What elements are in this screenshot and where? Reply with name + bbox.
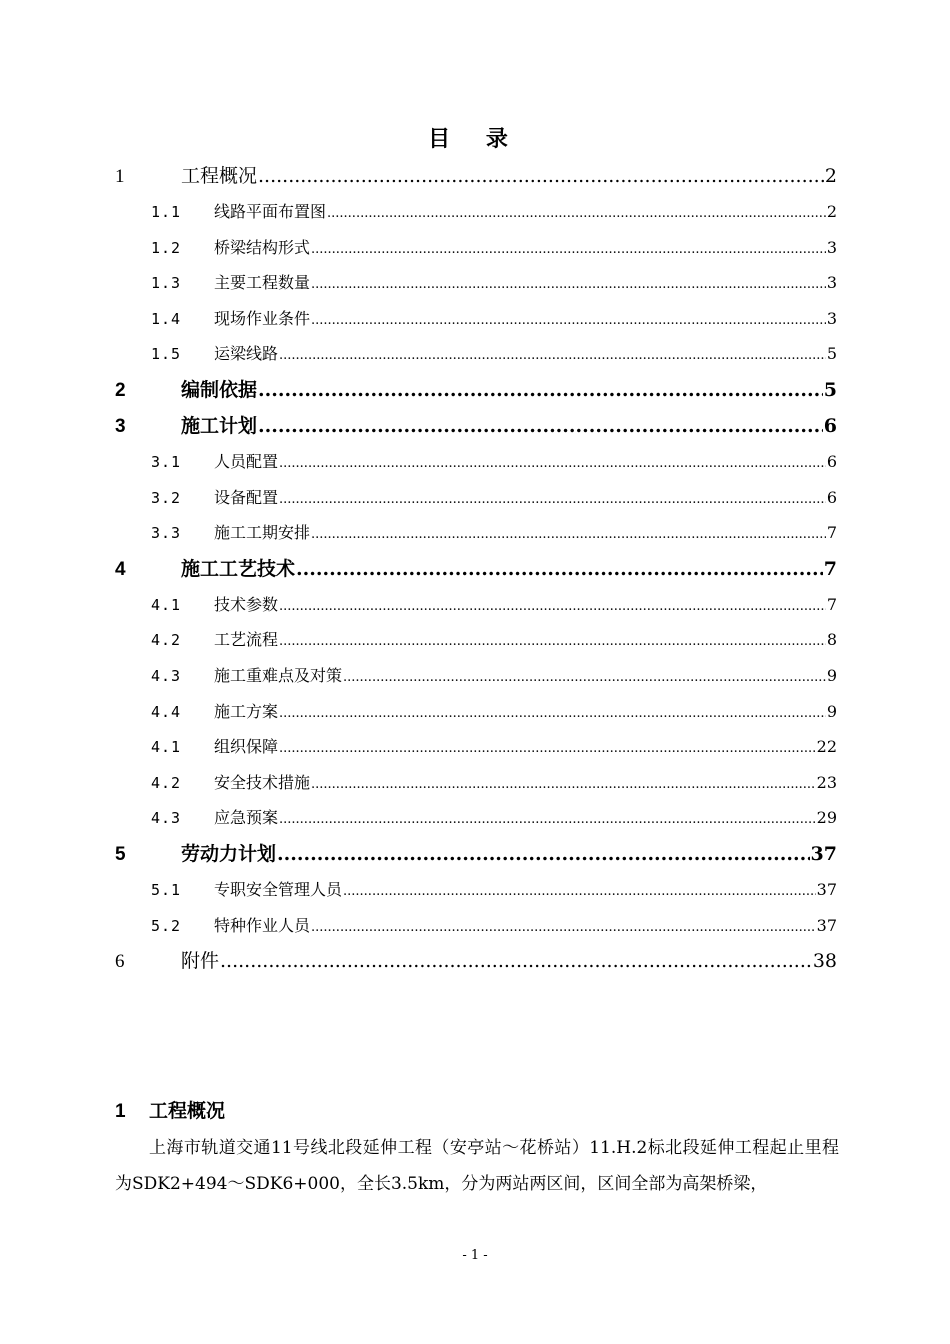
toc-entry-number: 3.1 (151, 452, 182, 471)
toc-entry-number: 4.2 (151, 773, 182, 792)
toc-entry[interactable] (115, 265, 837, 301)
toc-entry-page: 7 (826, 594, 837, 614)
toc-entry-page: 3 (826, 308, 837, 328)
toc-leader-dots (279, 802, 816, 836)
toc-entry[interactable] (115, 729, 837, 765)
toc-entry-page: 2 (826, 202, 837, 221)
toc-leader-dots (311, 267, 826, 301)
toc-entry-number: 1.3 (151, 274, 182, 293)
toc-entry-page: 9 (826, 701, 837, 721)
toc-entry-page: 6 (826, 451, 837, 471)
toc-entry[interactable] (115, 372, 837, 408)
toc-entry-number: 4 (115, 558, 126, 580)
toc-entry[interactable] (115, 444, 837, 480)
toc-entry-page: 7 (826, 523, 837, 543)
toc-entry-page: 37 (816, 879, 837, 899)
page-number: - 1 - (462, 1248, 488, 1263)
toc-leader-dots (279, 696, 826, 730)
toc-entry-page: 37 (816, 915, 837, 935)
toc-entry[interactable] (115, 515, 837, 551)
toc-entry-page: 6 (826, 487, 837, 507)
toc-entry-page: 29 (816, 808, 837, 828)
section-1 (115, 1094, 839, 1202)
toc-entry[interactable] (115, 230, 837, 266)
toc-entry[interactable] (115, 158, 837, 194)
section-title: 工程概况 (149, 1101, 226, 1122)
toc-entry[interactable] (115, 694, 837, 730)
toc-entry-number: 4.3 (151, 809, 182, 828)
toc-leader-dots (258, 408, 823, 444)
toc-entry-number: 1 (115, 166, 125, 187)
toc-entry-page: 22 (816, 737, 837, 757)
toc-entry-number: 2 (115, 379, 126, 401)
toc-entry-page: 23 (816, 772, 837, 792)
toc-leader-dots (311, 303, 826, 337)
toc-entry-page: 5 (823, 378, 837, 401)
toc-leader-dots (279, 731, 816, 765)
toc-entry[interactable] (115, 194, 837, 230)
toc-leader-dots (258, 158, 824, 194)
toc-entry-label: 附件 (181, 950, 220, 973)
toc-leader-dots (279, 338, 826, 372)
toc-leader-dots (296, 551, 823, 587)
toc-entry-label: 主要工程数量 (214, 273, 311, 293)
toc-entry-number: 5.2 (151, 916, 182, 935)
toc-entry-number: 3.3 (151, 524, 182, 543)
toc-entry-page: 8 (826, 630, 837, 650)
toc-entry-label: 施工工期安排 (214, 523, 311, 543)
toc-entry-page: 7 (823, 557, 837, 580)
toc-entry[interactable] (115, 336, 837, 372)
toc-entry-label: 线路平面布置图 (214, 202, 327, 221)
toc-entry-label: 施工工艺技术 (181, 557, 296, 580)
toc-entry-label: 桥梁结构形式 (214, 237, 311, 257)
toc-entry-label: 专职安全管理人员 (214, 879, 343, 899)
toc-entry-number: 4.1 (151, 738, 182, 757)
toc-entry-label: 设备配置 (214, 487, 279, 507)
toc-entry-page: 38 (812, 950, 837, 973)
table-of-contents (115, 158, 837, 979)
toc-entry-label: 施工方案 (214, 701, 279, 721)
toc-entry[interactable] (115, 800, 837, 836)
toc-leader-dots (311, 232, 826, 266)
toc-entry[interactable] (115, 408, 837, 444)
toc-entry-page: 2 (824, 165, 837, 187)
toc-entry[interactable] (115, 943, 837, 979)
toc-entry-page: 37 (810, 842, 837, 865)
toc-entry-number: 3.2 (151, 488, 182, 507)
toc-entry-label: 安全技术措施 (214, 772, 311, 792)
toc-entry-label: 工程概况 (181, 165, 258, 187)
toc-leader-dots (277, 836, 810, 872)
toc-leader-dots (258, 372, 823, 408)
section-heading (115, 1094, 839, 1130)
toc-entry[interactable] (115, 622, 837, 658)
toc-entry-label: 运梁线路 (214, 344, 279, 364)
toc-leader-dots (220, 943, 812, 979)
toc-entry-number: 1.1 (151, 203, 182, 221)
toc-leader-dots (311, 767, 816, 801)
toc-entry[interactable] (115, 658, 837, 694)
toc-entry-label: 编制依据 (181, 378, 258, 401)
toc-leader-dots (279, 624, 826, 658)
toc-entry-number: 3 (115, 415, 126, 437)
toc-entry-number: 1.2 (151, 238, 182, 257)
toc-entry[interactable] (115, 301, 837, 337)
toc-leader-dots (279, 482, 826, 516)
toc-title: 目 录 (428, 126, 522, 152)
toc-entry-number: 6 (115, 951, 125, 973)
toc-entry-number: 1.5 (151, 345, 182, 364)
toc-entry[interactable] (115, 908, 837, 944)
toc-entry-label: 工艺流程 (214, 630, 279, 650)
toc-entry-label: 技术参数 (214, 594, 279, 614)
toc-entry-label: 人员配置 (214, 451, 279, 471)
toc-leader-dots (279, 589, 826, 623)
toc-entry-page: 9 (826, 665, 837, 685)
toc-entry-number: 4.1 (151, 595, 182, 614)
toc-leader-dots (343, 874, 816, 908)
toc-entry-number: 4.4 (151, 702, 182, 721)
toc-entry[interactable] (115, 480, 837, 516)
section-number: 1 (115, 1101, 126, 1122)
toc-entry-number: 4.3 (151, 666, 182, 685)
toc-entry[interactable] (115, 765, 837, 801)
toc-entry-page: 3 (826, 237, 837, 257)
toc-entry-number: 5 (115, 843, 126, 865)
section-paragraph: 上海市轨道交通11号线北段延伸工程（安亭站～花桥站）11.H.2标北段延伸工程起止里程为SDK2+494～SDK6+000，全长3.5km，分为两站两区间，区间全部为高架桥梁， (115, 1138, 839, 1194)
toc-entry[interactable] (115, 836, 837, 872)
toc-entry[interactable] (115, 551, 837, 587)
toc-entry-page: 6 (823, 414, 837, 437)
toc-entry-label: 现场作业条件 (214, 308, 311, 328)
toc-leader-dots (343, 660, 826, 694)
toc-entry-label: 组织保障 (214, 737, 279, 757)
toc-entry-number: 4.2 (151, 631, 182, 650)
toc-leader-dots (311, 910, 816, 944)
toc-leader-dots (311, 517, 826, 551)
toc-entry-label: 劳动力计划 (181, 842, 277, 865)
toc-entry-number: 5.1 (151, 880, 182, 899)
toc-entry-page: 5 (826, 344, 837, 364)
toc-entry-label: 施工重难点及对策 (214, 665, 343, 685)
toc-entry-page: 3 (826, 273, 837, 293)
toc-leader-dots (279, 446, 826, 480)
toc-entry-number: 1.4 (151, 309, 182, 328)
toc-leader-dots (327, 196, 826, 230)
toc-entry-label: 应急预案 (214, 808, 279, 828)
toc-entry-label: 施工计划 (181, 414, 258, 437)
toc-entry[interactable] (115, 587, 837, 623)
toc-entry-label: 特种作业人员 (214, 915, 311, 935)
toc-entry[interactable] (115, 872, 837, 908)
